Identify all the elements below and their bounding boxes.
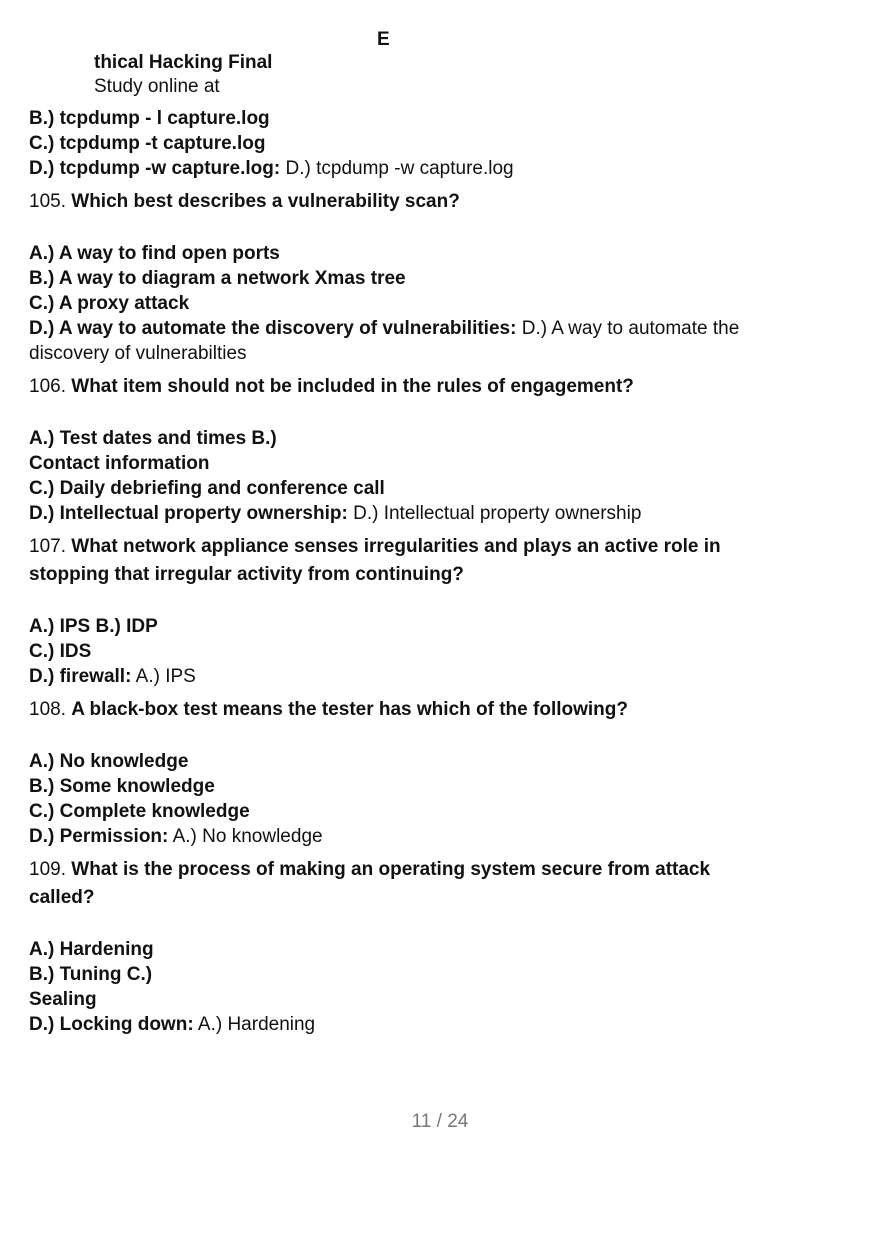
option-line: B.) Some knowledge	[29, 776, 215, 797]
question-block	[29, 188, 749, 366]
answer-text: D.) Intellectual property ownership	[353, 503, 642, 524]
option-line: D.) Intellectual property ownership:	[29, 503, 348, 524]
option-line: A.) IPS B.) IDP	[29, 616, 158, 637]
option-line: A.) A way to find open ports	[29, 243, 280, 264]
header-letter: E	[377, 29, 390, 50]
answer-text: A.) Hardening	[197, 1014, 316, 1035]
question-number: 106.	[29, 376, 66, 397]
option-line: B.) A way to diagram a network Xmas tree	[29, 268, 406, 289]
option-line: B.) Tuning C.)	[29, 964, 153, 985]
question-text: A black-box test means the tester has which of the following?	[71, 699, 628, 720]
lead-options	[29, 106, 749, 181]
option-line: A.) Test dates and times B.)	[29, 428, 277, 449]
question-block	[29, 533, 749, 689]
document-subtitle: Study online at	[94, 76, 220, 97]
question-text: What network appliance senses irregularities and plays an active role in stopping that irregular activity from continuing?	[29, 536, 721, 585]
option-line: D.) firewall:	[29, 666, 132, 687]
option-line: D.) Locking down:	[29, 1014, 194, 1035]
question-number: 107.	[29, 536, 66, 557]
question-text: What is the process of making an operating system secure from attack called?	[29, 859, 711, 908]
question-block	[29, 856, 749, 1037]
document-title: thical Hacking Final	[94, 52, 273, 73]
question-number: 109.	[29, 859, 66, 880]
option-line: D.) Permission:	[29, 826, 169, 847]
option-line: Contact information	[29, 453, 210, 474]
option-line: Sealing	[29, 989, 97, 1010]
option-line: C.) A proxy attack	[29, 293, 190, 314]
page-number: 11 / 24	[411, 1111, 469, 1132]
answer-text: D.) A way to automate the discovery of vulnerabilties	[29, 318, 740, 364]
option-line: C.) Daily debriefing and conference call	[29, 478, 385, 499]
option-line: C.) Complete knowledge	[29, 801, 250, 822]
option-line: D.) tcpdump -w capture.log:	[29, 158, 281, 179]
option-line: C.) tcpdump -t capture.log	[29, 133, 266, 154]
option-line: C.) IDS	[29, 641, 92, 662]
answer-text: A.) No knowledge	[172, 826, 323, 847]
option-line: A.) No knowledge	[29, 751, 189, 772]
question-text: What item should not be included in the rules of engagement?	[71, 376, 634, 397]
option-line: B.) tcpdump - l capture.log	[29, 108, 270, 129]
question-number: 108.	[29, 699, 66, 720]
answer-text: A.) IPS	[135, 666, 196, 687]
option-line: A.) Hardening	[29, 939, 154, 960]
question-block	[29, 373, 749, 526]
question-block	[29, 696, 749, 849]
option-line: D.) A way to automate the discovery of vulnerabilities:	[29, 318, 517, 339]
question-text: Which best describes a vulnerability scan?	[71, 191, 460, 212]
flashcard-content	[29, 106, 749, 1037]
answer-text: D.) tcpdump -w capture.log	[285, 158, 514, 179]
question-number: 105.	[29, 191, 66, 212]
